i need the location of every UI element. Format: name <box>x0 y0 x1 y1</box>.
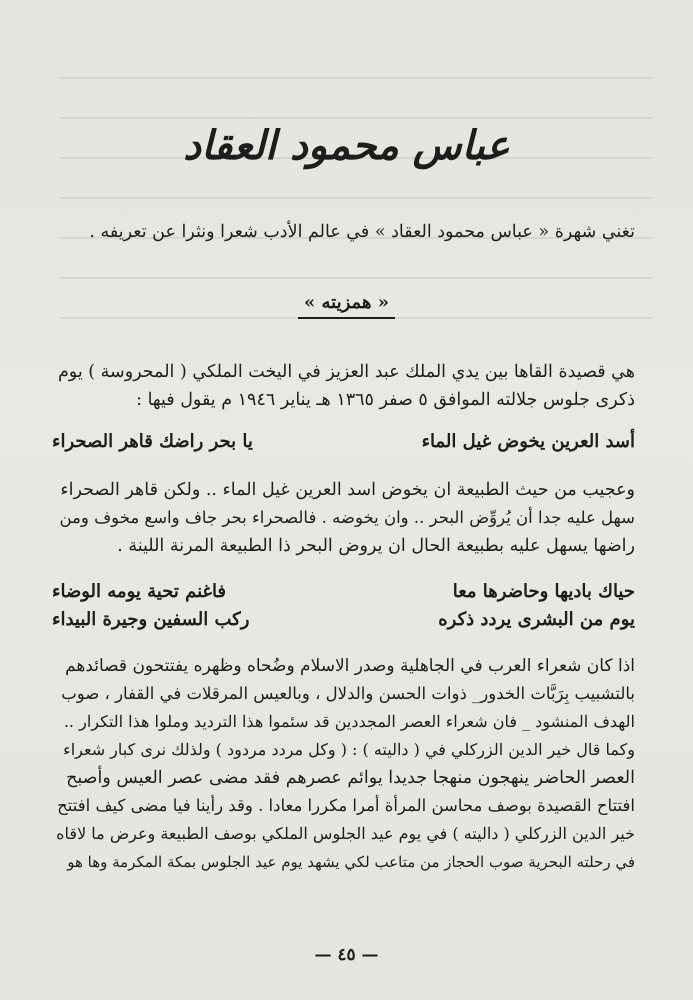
paragraph-line: بالتشبيب بِرَبَّات الخدور_ ذوات الحسن والدلال ، وبالعيس المرقلات في القفار ، صوب <box>61 684 635 703</box>
verse-first-hemistich: يوم من البشرى يردد ذكره <box>438 609 635 630</box>
paragraph-line: خير الدين الزركلي ( داليته ) في يوم عيد الجلوس الملكي بوصف الطبيعة وعرض ما لاقاه <box>56 824 635 843</box>
paragraph-line: الهدف المنشود _ فان شعراء العصر المجددين قد سئموا هذا الترديد وملوا هذا التكرار .. <box>63 712 635 731</box>
paragraph-line: راضها يسهل عليه بطبيعة الحال ان يروض البحر ذا الطبيعة المرنة اللينة . <box>117 536 635 556</box>
verse-first-hemistich: أسد العرين يخوض غيل الماء <box>421 431 635 452</box>
verse-row <box>52 428 635 456</box>
paragraph-line: وكما قال خير الدين الزركلي في ( داليته ) : ( وكل مردد مردود ) ولذلك نرى كبار شعراء <box>63 740 635 759</box>
intro-paragraph <box>52 218 635 246</box>
paragraph-1 <box>52 358 635 414</box>
paragraph-line: العصر الحاضر ينهجون منهجا جديدا يوائم عصرهم فقد مضى عصر العيس وأصبح <box>66 768 635 788</box>
paragraph-line: هي قصيدة القاها بين يدي الملك عبد العزيز في اليخت الملكي ( المحروسة ) يوم <box>57 362 635 382</box>
verse-block-1 <box>52 428 635 456</box>
section-heading-text: « همزيته » <box>298 292 395 319</box>
intro-line: تغني شهرة « عباس محمود العقاد » في عالم الأدب شعرا ونثرا عن تعريفه . <box>89 222 635 242</box>
verse-second-hemistich: فاغنم تحية يومه الوضاء <box>52 581 227 602</box>
paragraph-2 <box>52 476 635 560</box>
verse-row <box>52 578 635 606</box>
verse-block-2 <box>52 578 635 634</box>
paragraph-3 <box>52 652 635 876</box>
paragraph-line: سهل عليه جدا أن يُروِّض البحر .. وان يخوضه . فالصحراء بحر جاف واسع مخوف ومن <box>59 508 635 527</box>
paragraph-line: افتتاح القصيدة بوصف محاسن المرأة أمرا مكررا معادا . وقد رأينا فيا مضى كيف افتتح <box>57 796 635 815</box>
paragraph-line: ذكرى جلوس جلالته الموافق ٥ صفر ١٣٦٥ هـ يناير ١٩٤٦ م يقول فيها : <box>136 390 635 410</box>
verse-second-hemistich: يا بحر راضك قاهر الصحراء <box>52 431 253 452</box>
verse-first-hemistich: حياك باديها وحاضرها معا <box>452 581 635 602</box>
paragraph-line: وعجيب من حيث الطبيعة ان يخوض اسد العرين غيل الماء .. ولكن قاهر الصحراء <box>60 480 635 500</box>
page-title: عباس محمود العقاد <box>183 122 510 169</box>
verse-row <box>52 606 635 634</box>
paragraph-line: في رحلته البحرية صوب الحجاز من متاعب لكي يشهد يوم عيد الجلوس بمكة المكرمة وها هو <box>67 853 635 871</box>
verse-second-hemistich: ركب السفين وجيرة البيداء <box>52 609 250 630</box>
section-heading <box>0 292 693 313</box>
paragraph-line: اذا كان شعراء العرب في الجاهلية وصدر الاسلام وضُحاه وظهره يفتتحون قصائدهم <box>65 656 635 676</box>
page-number: — ٤٥ — <box>314 945 379 965</box>
